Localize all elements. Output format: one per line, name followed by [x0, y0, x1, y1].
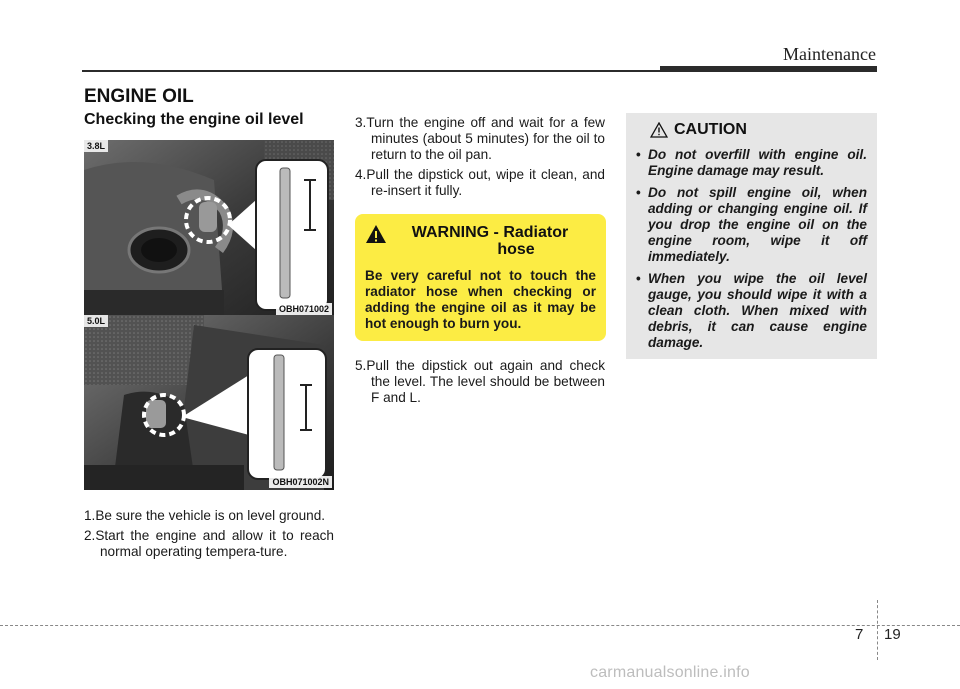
warning-header — [365, 224, 596, 258]
header-rule-thick — [660, 66, 877, 72]
caution-header — [636, 121, 867, 139]
caution-item: • When you wipe the oil level gauge, you should wipe it with a clean cloth. When mixed with debris, it can cause engine damage. — [636, 271, 867, 351]
caution-triangle-icon — [650, 122, 668, 138]
step-5: 5.Pull the dipstick out again and check the level. The level should be between F and L. — [355, 358, 605, 405]
figure-code: OBH071002N — [269, 476, 332, 488]
steps-list-left — [84, 508, 334, 564]
steps-list-mid — [355, 115, 605, 203]
warning-title-line1: WARNING - Radiator — [411, 224, 569, 241]
caution-title: CAUTION — [674, 121, 747, 138]
caution-box — [626, 113, 877, 359]
warning-box — [355, 214, 606, 341]
caution-item: • Do not spill engine oil, when adding or changing engine oil. If you drop the engine oil on the engine room, wipe it off immediately. — [636, 185, 867, 265]
engine-photo-3-8l — [84, 140, 334, 317]
warning-triangle-icon — [365, 224, 387, 244]
engine-bay-illustration — [84, 315, 334, 490]
engine-label: 3.8L — [84, 140, 108, 152]
section-name: Maintenance — [783, 44, 876, 64]
page-title: ENGINE OIL — [84, 86, 194, 107]
warning-title — [395, 224, 585, 258]
footer-divider — [877, 600, 878, 660]
engine-photo-5-0l — [84, 315, 334, 490]
step-1: 1.Be sure the vehicle is on level ground. — [84, 508, 326, 523]
header-rule-thin — [82, 70, 662, 72]
step-2: 2.Start the engine and allow it to reach normal operating tempera-ture. — [84, 528, 334, 559]
step-4: 4.Pull the dipstick out, wipe it clean, and re-insert it fully. — [355, 167, 605, 198]
engine-bay-illustration — [84, 140, 334, 317]
watermark: carmanualsonline.info — [590, 664, 750, 681]
engine-label: 5.0L — [84, 315, 108, 327]
chapter-number: 7 — [855, 626, 864, 643]
page-number: 19 — [884, 626, 901, 643]
footer-rule — [0, 625, 960, 626]
warning-title-line2: hose — [497, 241, 535, 258]
caution-item: • Do not overfill with engine oil. Engine damage may result. — [636, 147, 867, 179]
figure-code: OBH071002 — [276, 303, 332, 315]
page-subtitle: Checking the engine oil level — [84, 111, 304, 128]
step-3: 3.Turn the engine off and wait for a few minutes (about 5 minutes) for the oil to return to the oil pan. — [355, 115, 605, 162]
warning-text: Be very careful not to touch the radiator hose when checking or adding the engine oil as it may be hot enough to burn you. — [365, 268, 596, 331]
steps-list-mid-2 — [355, 358, 605, 410]
caution-list — [636, 147, 867, 351]
